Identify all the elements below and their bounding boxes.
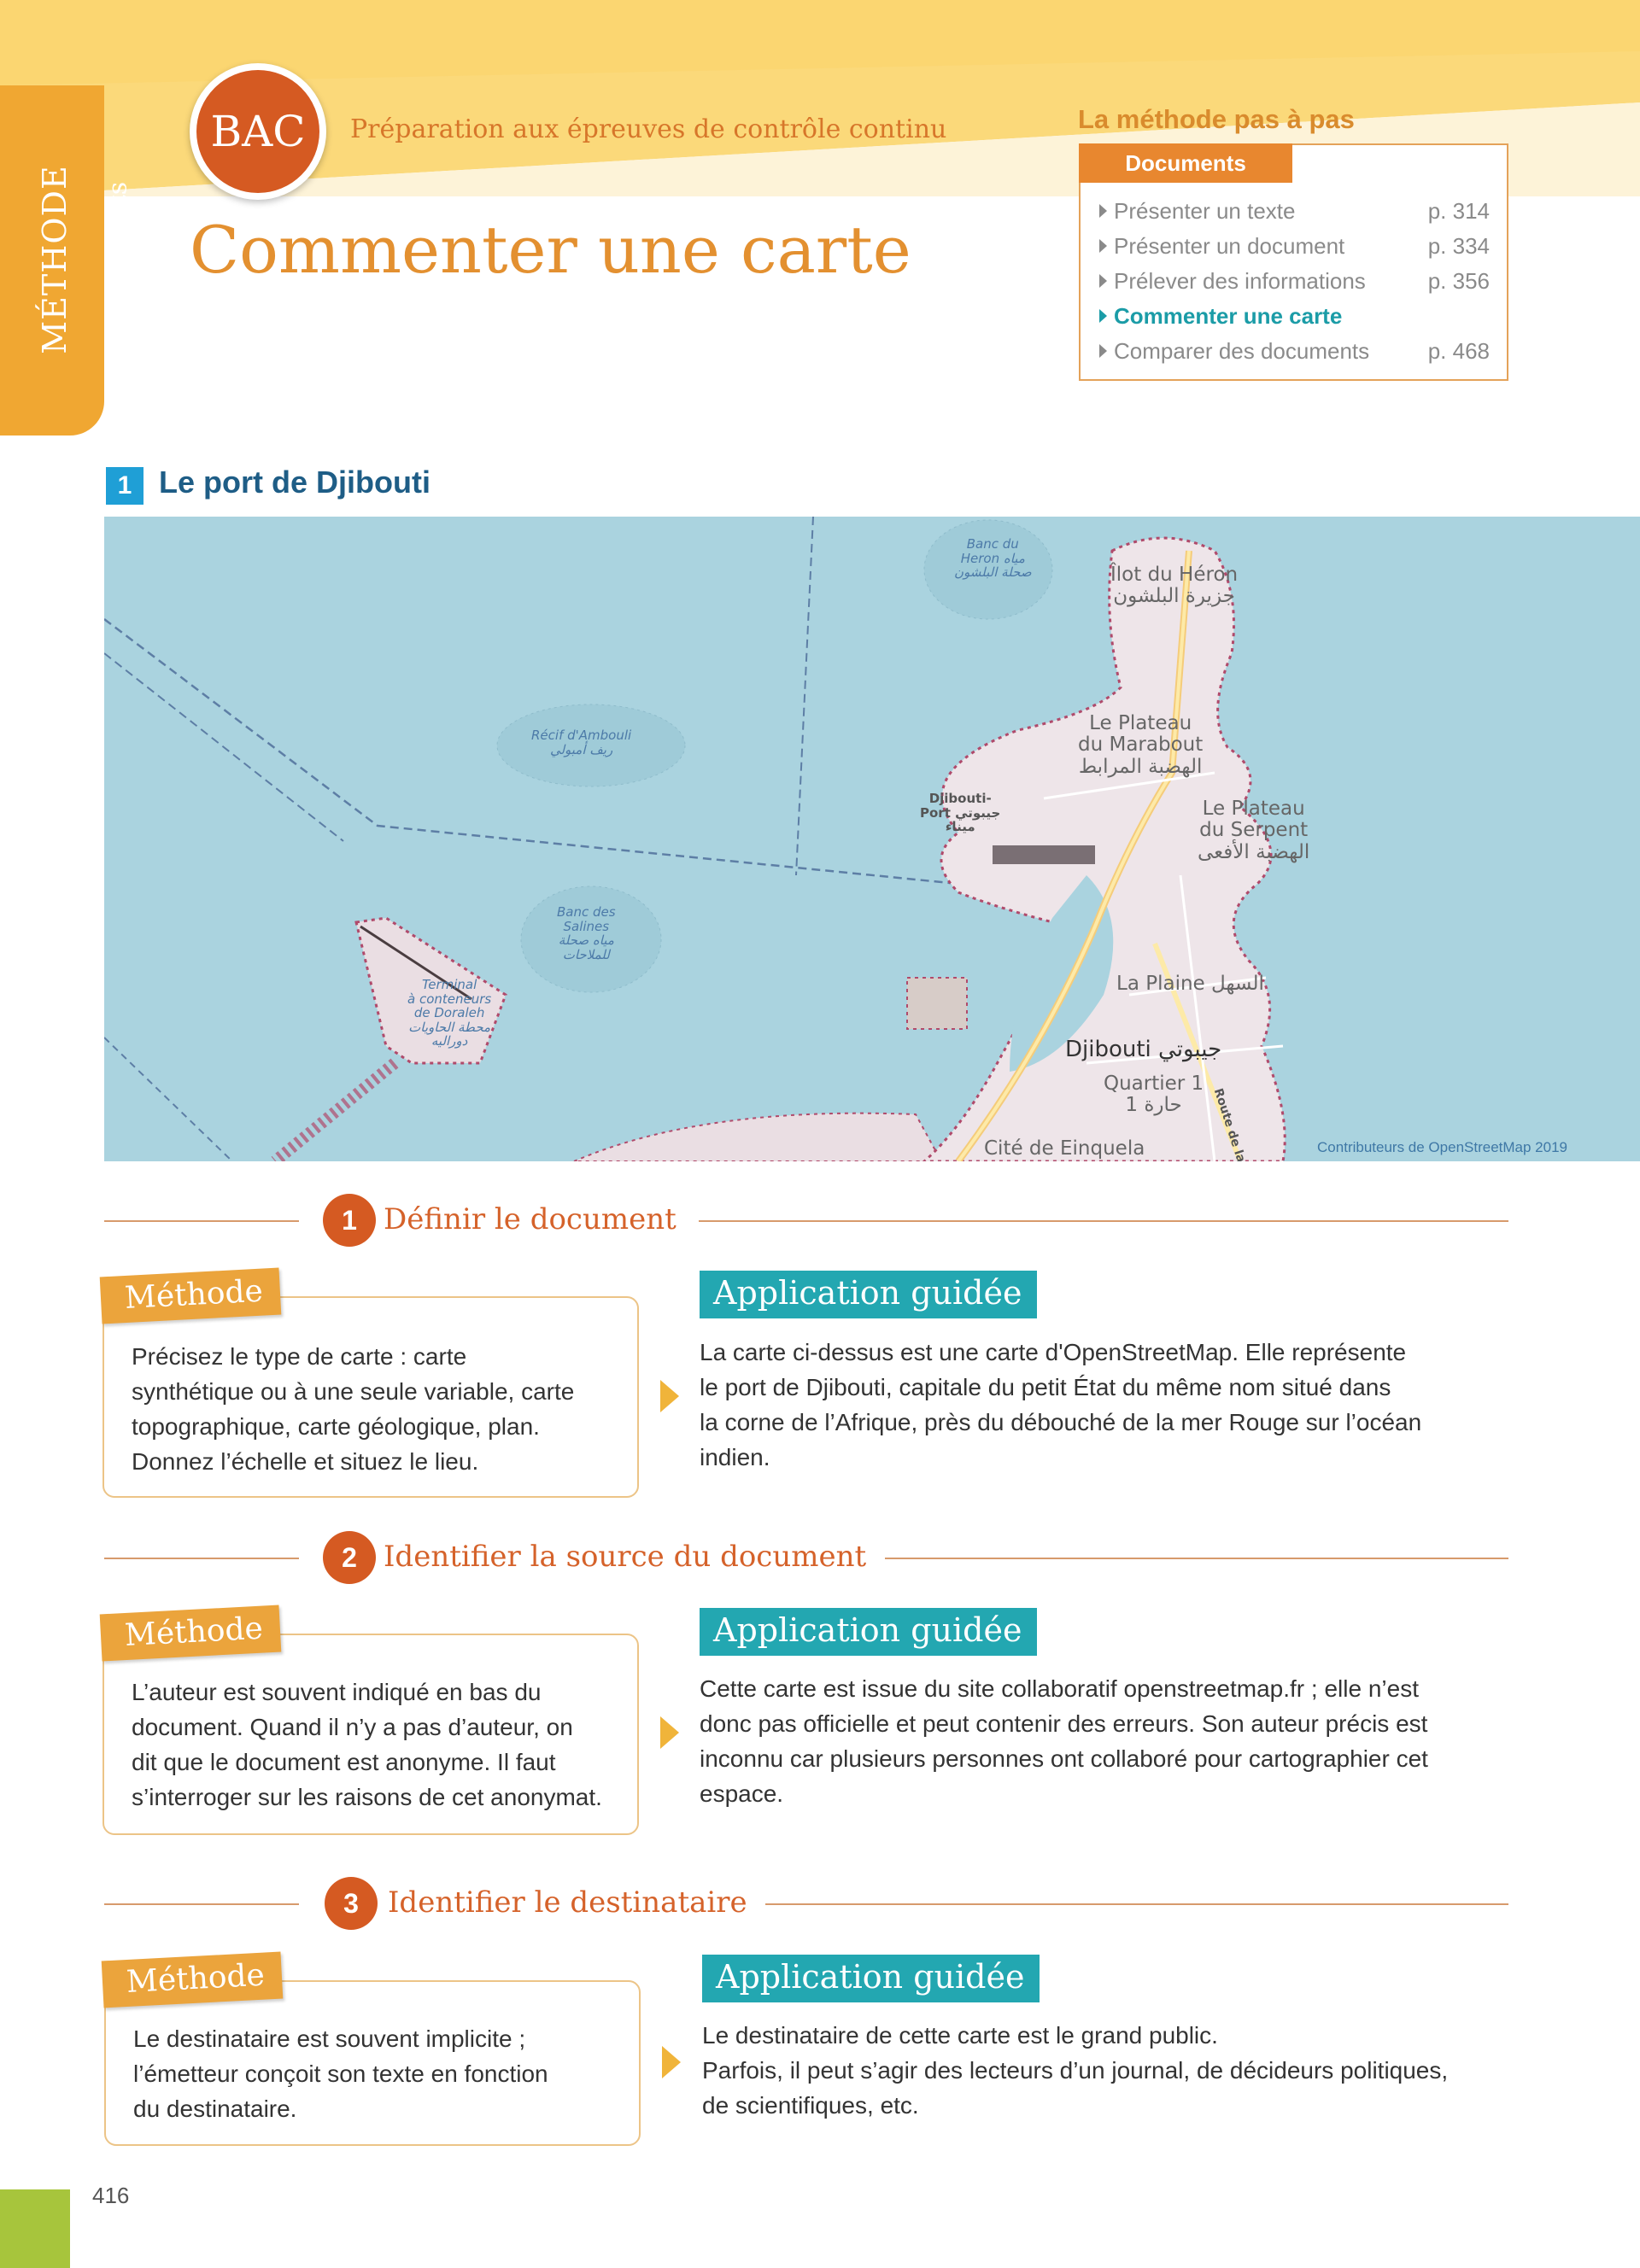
preparation-subtitle: Préparation aux épreuves de contrôle continu: [350, 114, 947, 144]
map-credit: Contributeurs de OpenStreetMap 2019: [1317, 1139, 1567, 1155]
step-item-current[interactable]: Commenter une carte: [1099, 303, 1490, 337]
section-divider: [104, 1903, 299, 1905]
section-divider: [104, 1220, 299, 1222]
bac-badge: [190, 63, 326, 200]
step-item[interactable]: Comparer des documents p. 468: [1099, 338, 1490, 372]
application-text: Le destinataire de cette carte est le grand public. Parfois, il peut s’agir des lecteurs d’un journal, de décideurs politiques, de scientifiques, etc.: [702, 2022, 1449, 2119]
map-drawing: [104, 517, 1640, 1161]
steps-heading: La méthode pas à pas: [1078, 104, 1355, 134]
method-box: [102, 1296, 639, 1498]
side-tab-title: MÉTHODE: [36, 165, 73, 354]
method-label: Méthode: [102, 1952, 283, 2008]
document-number: 1: [106, 467, 144, 505]
map-label-quartier: Quartier 1 ﺣﺎﺭﺓ 1: [1104, 1073, 1204, 1117]
arrow-right-icon: [660, 1716, 679, 1749]
map-label-banc-heron: Banc du Heron ﻣﻴﺎﻩ ﺻﺤﻠﺔ ﺍﻟﺒﻠﺸﻮﻥ: [954, 536, 1032, 580]
section-title: Identifier le destinataire: [388, 1885, 747, 1920]
method-label: Méthode: [100, 1268, 281, 1324]
triangle-right-icon: [1099, 204, 1107, 218]
method-box: [102, 1634, 639, 1835]
section-divider: [104, 1558, 299, 1559]
application-text: Cette carte est issue du site collaboratif openstreetmap.fr ; elle n’est donc pas officielle et peut contenir des erreurs. Son auteur précis est inconnu car plusieurs personnes ont collaboré pour cartographier cet espace.: [700, 1675, 1428, 1807]
page-number: 416: [92, 2183, 130, 2208]
application-label: Application guidée: [700, 1271, 1037, 1318]
document-title: Le port de Djibouti: [159, 465, 430, 500]
section-divider: [699, 1220, 1508, 1222]
triangle-right-icon: [1099, 239, 1107, 253]
section-divider: [885, 1558, 1508, 1559]
method-text: Le destinataire est souvent implicite ; l’émetteur conçoit son texte en fonction du destinataire.: [133, 2025, 548, 2122]
page-title: Commenter une carte: [190, 212, 911, 288]
map-label-djibouti: Djibouti ﺟﻴﺒﻮﺗﻲ: [1065, 1037, 1222, 1062]
method-side-tab: [0, 85, 133, 435]
section-number: 2: [323, 1531, 376, 1584]
application-label: Application guidée: [700, 1608, 1037, 1656]
method-text: Précisez le type de carte : carte synthétique ou à une seule variable, carte topographique, carte géologique, plan. Donnez l’échelle et situez le lieu.: [132, 1343, 575, 1475]
map-label-recif: Récif d'Ambouli ﺭﻳﻒ ﺃﻣﺒﻮﻟﻲ: [531, 728, 632, 757]
arrow-right-icon: [662, 2046, 681, 2078]
application-label: Application guidée: [702, 1955, 1040, 2002]
method-box: [104, 1980, 641, 2146]
step-item[interactable]: Prélever des informations p. 356: [1099, 268, 1490, 302]
section-number: 3: [325, 1877, 378, 1930]
map-label-plaine: La Plaine ﺍﻟﺴﻬﻞ: [1116, 973, 1264, 995]
map-label-plateau-serpent: Le Plateau du Serpent ﺍﻟﻬﻀﺒﺔ ﺍﻷﻓﻌﻰ: [1198, 798, 1310, 863]
map-label-einquela: Cité de Einquela: [984, 1137, 1145, 1160]
section-divider: [765, 1903, 1508, 1905]
arrow-right-icon: [660, 1380, 679, 1412]
triangle-right-icon: [1099, 309, 1107, 323]
section-number: 1: [323, 1194, 376, 1247]
side-tab-subtitle: documents: [102, 181, 133, 324]
map-label-plateau-marabout: Le Plateau du Marabout ﺍﻟﻬﻀﺒﺔ ﺍﻟﻤﺮﺍﺑﻂ: [1078, 712, 1204, 778]
steps-tab-documents: Documents: [1079, 143, 1292, 183]
section-title: Identifier la source du document: [384, 1540, 867, 1574]
application-text: La carte ci-dessus est une carte d'OpenStreetMap. Elle représente le port de Djibouti, capitale du petit État du même nom situé dans la corne de l’Afrique, près du débouché de la mer Rouge sur l’océan indien.: [700, 1339, 1422, 1470]
djibouti-map: [104, 517, 1640, 1161]
map-label-ilot-heron: Îlot du Héron ﺟﺰﻳﺮﺓ ﺍﻟﺒﻠﺸﻮﻥ: [1110, 564, 1239, 608]
triangle-right-icon: [1099, 274, 1107, 288]
map-label-banc-salines: Banc des Salines ﻣﻴﺎﻩ ﺻﺤﻠﺔ ﻟﻠﻤﻼﺣﺎﺕ: [557, 904, 616, 962]
step-item[interactable]: Présenter un document p. 334: [1099, 233, 1490, 267]
step-item[interactable]: Présenter un texte p. 314: [1099, 198, 1490, 232]
method-label: Méthode: [100, 1605, 281, 1662]
section-title: Définir le document: [384, 1202, 676, 1236]
page-corner-tab: [0, 2189, 70, 2268]
method-text: L’auteur est souvent indiqué en bas du document. Quand il n’y a pas d’auteur, on dit que le document est anonyme. Il faut s’interroger sur les raisons de cet anonymat.: [132, 1679, 602, 1810]
map-label-terminal: Terminal à conteneurs de Doraleh ﻣﺤﻄﺔ ﺍﻟﺤﺎﻭﻳﺎﺕ ﺩﻭﺭﺍﻟﻴﻪ: [407, 977, 492, 1049]
bac-badge-label: BAC: [196, 70, 319, 193]
map-label-port: Djibouti- Port ﺟﻴﺒﻮﺗﻲ ﻣﻴﻨﺎﺀ: [920, 791, 1001, 834]
triangle-right-icon: [1099, 344, 1107, 358]
